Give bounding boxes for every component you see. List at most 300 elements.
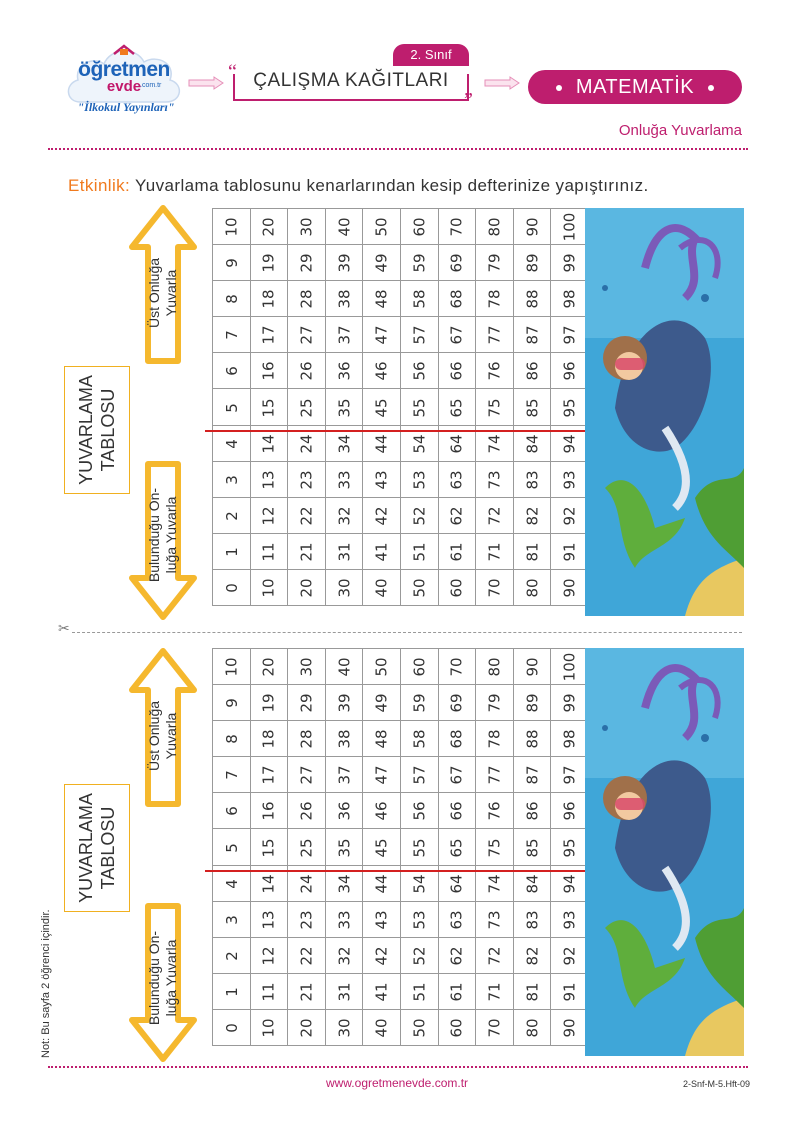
cell-number: 14: [259, 434, 278, 454]
brand-tagline: "İlkokul Yayınları": [77, 100, 175, 114]
table-cell: [438, 973, 476, 1009]
table-cell: [400, 901, 438, 937]
table-cell: [325, 685, 363, 721]
cell-number: 87: [523, 325, 542, 345]
cell-number: 19: [259, 693, 278, 713]
cell-number: 31: [335, 542, 354, 562]
cell-number: 5: [222, 402, 241, 413]
cell-number: 50: [372, 657, 391, 677]
cell-number: 33: [335, 470, 354, 490]
table-row: [213, 317, 589, 353]
cell-number: 56: [410, 361, 429, 381]
table-cell: [551, 685, 589, 721]
cell-number: 28: [297, 729, 316, 749]
cell-number: 82: [523, 946, 542, 966]
cell-number: 56: [410, 801, 429, 821]
cell-number: 65: [447, 397, 466, 418]
table-cell: [288, 245, 326, 281]
rounding-table-body: [213, 209, 589, 606]
table-cell: [288, 569, 326, 605]
table-cell: [476, 245, 514, 281]
table-row: [213, 685, 589, 721]
table-cell: [438, 685, 476, 721]
cell-number: 47: [372, 325, 391, 345]
cell-number: 40: [372, 578, 391, 598]
cell-number: 5: [222, 842, 241, 853]
cell-number: 59: [410, 253, 429, 273]
cell-number: 41: [372, 542, 391, 562]
cell-number: 48: [372, 289, 391, 309]
cell-number: 57: [410, 325, 429, 345]
cell-number: 69: [447, 253, 466, 273]
table-cell: [250, 901, 288, 937]
table-row: [213, 829, 589, 865]
table-cell: [213, 757, 251, 793]
svg-text:“: “: [228, 64, 237, 83]
cell-number: 68: [447, 289, 466, 309]
table-cell: [438, 829, 476, 865]
table-cell: [250, 937, 288, 973]
table-cell: [288, 649, 326, 685]
cell-number: 64: [447, 434, 466, 454]
table-row: [213, 793, 589, 829]
cell-number: 95: [560, 397, 579, 418]
table-cell: [250, 1009, 288, 1045]
table-cell: [363, 901, 401, 937]
brand-word-ogretmen: öğretmen: [78, 58, 170, 81]
table-cell: [288, 533, 326, 569]
cell-number: 29: [297, 253, 316, 273]
cell-number: 32: [335, 946, 354, 966]
cell-number: 46: [372, 361, 391, 381]
cell-number: 37: [335, 325, 354, 345]
bullet-dot-icon: [556, 85, 562, 91]
cell-number: 13: [259, 470, 278, 490]
table-cell: [513, 901, 551, 937]
cell-number: 86: [523, 801, 542, 821]
table-cell: [513, 389, 551, 425]
cell-number: 44: [372, 434, 391, 454]
cell-number: 54: [410, 874, 429, 894]
cell-number: 29: [297, 693, 316, 713]
cell-number: 54: [410, 434, 429, 454]
cell-number: 42: [372, 506, 391, 526]
table-cell: [213, 497, 251, 533]
table-row: [213, 649, 589, 685]
table-cell: [363, 209, 401, 245]
cell-number: 50: [372, 217, 391, 237]
table-cell: [213, 245, 251, 281]
table-cell: [551, 829, 589, 865]
cell-number: 58: [410, 729, 429, 749]
table-row: [213, 497, 589, 533]
table-cell: [551, 281, 589, 317]
cell-number: 96: [560, 361, 579, 381]
cell-number: 21: [297, 982, 316, 1002]
table-cell: [400, 533, 438, 569]
cell-number: 89: [523, 253, 542, 273]
table-cell: [325, 649, 363, 685]
table-cell: [551, 793, 589, 829]
cell-number: 76: [485, 361, 504, 381]
table-cell: [288, 829, 326, 865]
cell-number: 77: [485, 765, 504, 785]
table-cell: [288, 281, 326, 317]
table-cell: [476, 533, 514, 569]
cell-number: 22: [297, 506, 316, 526]
table-cell: [400, 721, 438, 757]
cell-number: 72: [485, 946, 504, 966]
cell-number: 25: [297, 397, 316, 418]
table-row: [213, 209, 589, 245]
rounding-divider-line: [205, 870, 600, 872]
cell-number: 80: [485, 657, 504, 677]
cell-number: 0: [222, 583, 241, 593]
table-cell: [288, 389, 326, 425]
cell-number: 7: [222, 330, 241, 341]
cell-number: 39: [335, 693, 354, 713]
table-row: [213, 533, 589, 569]
table-cell: [551, 461, 589, 497]
cell-number: 23: [297, 910, 316, 930]
table-cell: [513, 245, 551, 281]
cell-number: 89: [523, 693, 542, 713]
table-cell: [288, 937, 326, 973]
table-cell: [476, 209, 514, 245]
worksheet-title: [226, 64, 476, 104]
cell-number: 97: [560, 325, 579, 345]
cell-number: 90: [560, 1018, 579, 1038]
cell-number: 24: [297, 434, 316, 454]
cell-number: 40: [335, 217, 354, 237]
table-cell: [551, 245, 589, 281]
cell-number: 13: [259, 910, 278, 930]
table-cell: [250, 461, 288, 497]
table-cell: [325, 209, 363, 245]
table-cell: [213, 533, 251, 569]
cell-number: 15: [259, 837, 278, 858]
table-cell: [325, 353, 363, 389]
cell-number: 33: [335, 910, 354, 930]
cell-number: 10: [259, 1018, 278, 1038]
table-cell: [363, 569, 401, 605]
table-cell: [288, 901, 326, 937]
table-cell: [476, 937, 514, 973]
cell-number: 83: [523, 910, 542, 930]
cell-number: 46: [372, 801, 391, 821]
cell-number: 21: [297, 542, 316, 562]
cell-number: 12: [259, 506, 278, 526]
cell-number: 60: [410, 217, 429, 237]
cell-number: 94: [560, 434, 579, 454]
underwater-illustration: [585, 648, 744, 1056]
table-cell: [250, 793, 288, 829]
table-row: [213, 281, 589, 317]
cell-number: 66: [447, 801, 466, 821]
table-cell: [363, 353, 401, 389]
cell-number: 67: [447, 765, 466, 785]
cell-number: 43: [372, 470, 391, 490]
cell-number: 3: [222, 914, 241, 925]
table-cell: [363, 685, 401, 721]
table-cell: [213, 721, 251, 757]
table-cell: [513, 685, 551, 721]
cell-number: 68: [447, 729, 466, 749]
table-row: [213, 389, 589, 425]
table-cell: [400, 317, 438, 353]
table-cell: [551, 1009, 589, 1045]
table-cell: [476, 721, 514, 757]
table-row: [213, 901, 589, 937]
table-cell: [363, 497, 401, 533]
table-cell: [288, 317, 326, 353]
table-cell: [476, 973, 514, 1009]
table-cell: [213, 281, 251, 317]
cell-number: 6: [222, 366, 241, 377]
table-title: [64, 784, 130, 912]
table-cell: [513, 937, 551, 973]
footer-code: 2-Snf-M-5.Hft-09: [682, 1079, 750, 1089]
table-cell: [250, 209, 288, 245]
table-cell: [363, 973, 401, 1009]
svg-text:”: ”: [464, 89, 473, 104]
cell-number: 22: [297, 946, 316, 966]
table-cell: [438, 757, 476, 793]
table-title-line2: TABLOSU: [98, 388, 118, 472]
table-cell: [363, 937, 401, 973]
cell-number: 11: [259, 542, 278, 562]
table-cell: [438, 533, 476, 569]
footer-divider: [48, 1066, 748, 1068]
cell-number: 97: [560, 765, 579, 785]
table-cell: [476, 353, 514, 389]
brand-word-evde: evde: [106, 78, 142, 95]
cell-number: 61: [447, 542, 466, 562]
table-cell: [250, 685, 288, 721]
table-cell: [363, 461, 401, 497]
activity-instruction: [68, 176, 649, 196]
cell-number: 35: [335, 837, 354, 858]
cell-number: 92: [560, 506, 579, 526]
table-cell: [363, 533, 401, 569]
cell-number: 84: [523, 434, 542, 454]
cell-number: 93: [560, 470, 579, 490]
table-cell: [288, 973, 326, 1009]
table-cell: [325, 973, 363, 1009]
table-cell: [250, 829, 288, 865]
arrow-right-icon: [188, 76, 224, 90]
cell-number: 41: [372, 982, 391, 1002]
table-cell: [551, 721, 589, 757]
cell-number: 100: [560, 652, 579, 682]
bullet-dot-icon: [708, 85, 714, 91]
table-cell: [363, 389, 401, 425]
table-title-line1: YUVARLAMA: [76, 793, 96, 903]
grade-badge: 2. Sınıf: [393, 44, 469, 66]
table-cell: [476, 281, 514, 317]
table-cell: [325, 721, 363, 757]
table-cell: [551, 569, 589, 605]
cell-number: 91: [560, 542, 579, 562]
cell-number: 55: [410, 397, 429, 418]
cell-number: 62: [447, 506, 466, 526]
table-row: [213, 973, 589, 1009]
table-cell: [400, 649, 438, 685]
table-cell: [325, 317, 363, 353]
cell-number: 71: [485, 542, 504, 562]
cell-number: 93: [560, 910, 579, 930]
cell-number: 26: [297, 801, 316, 821]
cell-number: 70: [485, 1018, 504, 1038]
cell-number: 50: [410, 578, 429, 598]
cell-number: 59: [410, 693, 429, 713]
cell-number: 71: [485, 982, 504, 1002]
table-cell: [325, 1009, 363, 1045]
cell-number: 32: [335, 506, 354, 526]
table-cell: [438, 721, 476, 757]
table-cell: [438, 281, 476, 317]
cell-number: 23: [297, 470, 316, 490]
cell-number: 9: [222, 258, 241, 268]
cell-number: 18: [259, 729, 278, 749]
rounding-table: [212, 208, 589, 606]
table-cell: [288, 721, 326, 757]
cell-number: 60: [447, 578, 466, 598]
cell-number: 70: [447, 657, 466, 677]
cell-number: 92: [560, 946, 579, 966]
table-cell: [551, 901, 589, 937]
table-cell: [213, 685, 251, 721]
cell-number: 60: [410, 657, 429, 677]
cell-number: 38: [335, 289, 354, 309]
arrow-down-label: Bulunduğu On- luğa Yuvarla: [146, 930, 179, 1026]
arrow-right-icon: [484, 76, 520, 90]
cut-line: [72, 632, 742, 633]
cell-number: 74: [485, 874, 504, 894]
table-cell: [213, 649, 251, 685]
table-cell: [400, 353, 438, 389]
cell-number: 96: [560, 801, 579, 821]
cell-number: 20: [259, 217, 278, 237]
table-row: [213, 353, 589, 389]
table-cell: [213, 209, 251, 245]
table-cell: [400, 973, 438, 1009]
table-cell: [513, 497, 551, 533]
cell-number: 52: [410, 946, 429, 966]
cell-number: 10: [222, 657, 241, 677]
cell-number: 62: [447, 946, 466, 966]
table-cell: [476, 389, 514, 425]
cell-number: 95: [560, 837, 579, 858]
table-cell: [513, 721, 551, 757]
rounding-divider-line: [205, 430, 600, 432]
table-cell: [513, 209, 551, 245]
cell-number: 81: [523, 982, 542, 1002]
cell-number: 85: [523, 397, 542, 418]
cell-number: 91: [560, 982, 579, 1002]
activity-text: Yuvarlama tablosunu kenarlarından kesip defterinize yapıştırınız.: [135, 176, 649, 195]
table-cell: [438, 353, 476, 389]
cell-number: 82: [523, 506, 542, 526]
table-cell: [363, 757, 401, 793]
cell-number: 12: [259, 946, 278, 966]
table-cell: [363, 649, 401, 685]
cell-number: 1: [222, 547, 241, 557]
table-cell: [551, 317, 589, 353]
cell-number: 55: [410, 837, 429, 858]
table-cell: [325, 901, 363, 937]
table-cell: [213, 353, 251, 389]
table-cell: [250, 649, 288, 685]
cell-number: 43: [372, 910, 391, 930]
table-cell: [363, 721, 401, 757]
table-row: [213, 757, 589, 793]
table-cell: [513, 281, 551, 317]
cell-number: 15: [259, 397, 278, 418]
cell-number: 40: [372, 1018, 391, 1038]
table-cell: [438, 389, 476, 425]
cell-number: 17: [259, 765, 278, 785]
cell-number: 57: [410, 765, 429, 785]
table-cell: [551, 497, 589, 533]
cell-number: 60: [447, 1018, 466, 1038]
footer-url: www.ogretmenevde.com.tr: [325, 1076, 469, 1090]
cell-number: 73: [485, 910, 504, 930]
table-cell: [551, 649, 589, 685]
cell-number: 10: [222, 217, 241, 237]
table-cell: [250, 317, 288, 353]
table-cell: [438, 497, 476, 533]
cell-number: 100: [560, 212, 579, 242]
cell-number: 30: [297, 217, 316, 237]
cell-number: 98: [560, 729, 579, 749]
cell-number: 47: [372, 765, 391, 785]
cell-number: 4: [222, 438, 241, 449]
cell-number: 30: [297, 657, 316, 677]
table-row: [213, 721, 589, 757]
table-cell: [513, 649, 551, 685]
cell-number: 9: [222, 698, 241, 708]
table-cell: [325, 461, 363, 497]
table-cell: [400, 209, 438, 245]
header-divider: [48, 148, 748, 150]
table-title: [64, 366, 130, 494]
table-cell: [476, 497, 514, 533]
table-cell: [438, 937, 476, 973]
table-cell: [250, 281, 288, 317]
table-cell: [438, 793, 476, 829]
table-cell: [513, 317, 551, 353]
table-cell: [250, 973, 288, 1009]
cell-number: 88: [523, 289, 542, 309]
table-cell: [250, 757, 288, 793]
table-cell: [363, 281, 401, 317]
table-cell: [513, 1009, 551, 1045]
table-cell: [400, 389, 438, 425]
cell-number: 18: [259, 289, 278, 309]
table-cell: [513, 461, 551, 497]
cell-number: 20: [259, 657, 278, 677]
table-cell: [438, 461, 476, 497]
table-cell: [476, 461, 514, 497]
cell-number: 99: [560, 693, 579, 713]
table-cell: [363, 829, 401, 865]
cell-number: 53: [410, 470, 429, 490]
table-cell: [325, 937, 363, 973]
cell-number: 50: [410, 1018, 429, 1038]
underwater-illustration: [585, 208, 744, 616]
activity-label: Etkinlik:: [68, 176, 131, 195]
